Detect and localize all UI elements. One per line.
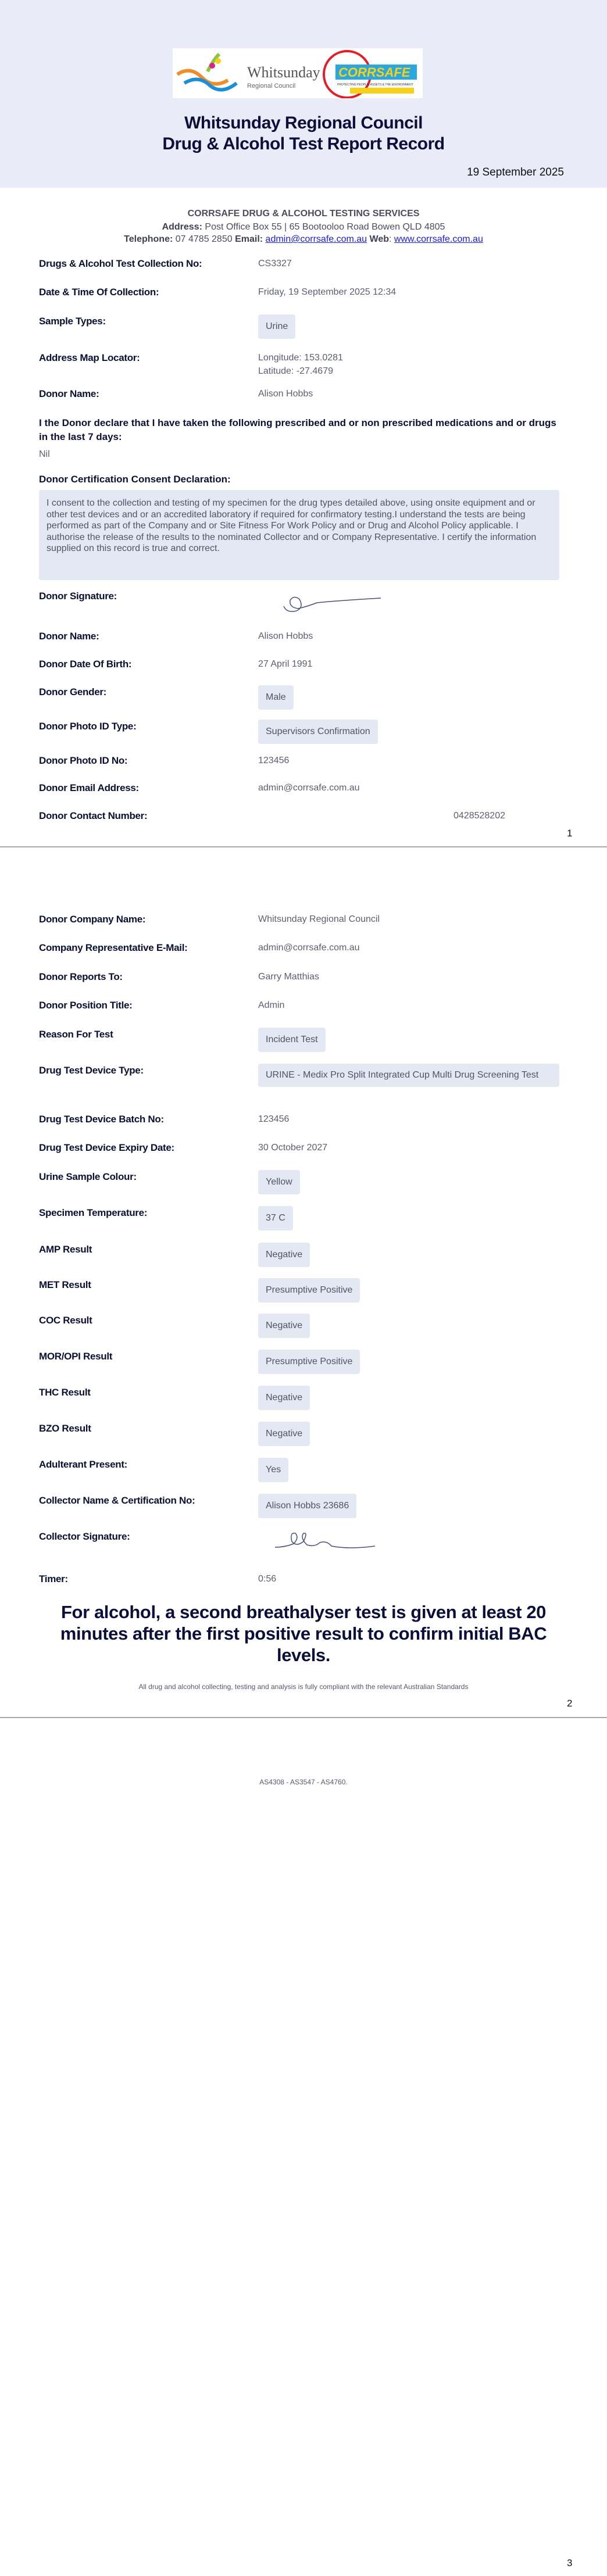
svg-text:PROTECTING PEOPLE, ASSETS & TH: PROTECTING PEOPLE, ASSETS & THE ENVIRONMENT — [337, 83, 413, 87]
donor-signature-image — [282, 596, 384, 614]
company-name: CORRSAFE DRUG & ALCOHOL TESTING SERVICES — [187, 209, 420, 219]
longitude-value: Longitude: 153.0281 — [258, 353, 343, 363]
telephone-value: 07 4785 2850 — [175, 234, 233, 244]
field-row — [39, 1207, 562, 1221]
field-row — [39, 1495, 562, 1509]
field-row — [39, 1423, 562, 1437]
field-label: Donor Gender: — [39, 686, 107, 697]
report-title-line2: Drug & Alcohol Test Report Record — [162, 134, 445, 153]
field-label: Donor Photo ID Type: — [39, 721, 137, 732]
svg-text:CORRSAFE: CORRSAFE — [338, 65, 410, 80]
value-chip: Yellow — [258, 1170, 300, 1194]
field-row — [39, 1029, 562, 1043]
field-label: Donor Name: — [39, 631, 99, 642]
svg-text:Whitsunday: Whitsunday — [247, 64, 320, 81]
collector-signature-image — [273, 1530, 378, 1551]
field-row — [39, 1000, 562, 1014]
value-chip: URINE - Medix Pro Split Integrated Cup Multi Drug Screening Test — [258, 1064, 559, 1087]
field-value: 0428528202 — [454, 811, 505, 821]
svg-text:Regional Council: Regional Council — [247, 83, 296, 90]
field-dob — [39, 659, 562, 672]
field-donor-name — [39, 388, 562, 402]
field-label: Urine Sample Colour: — [39, 1171, 137, 1182]
logo-banner — [173, 48, 423, 98]
field-collection-no — [39, 258, 562, 272]
field-row — [39, 1279, 562, 1293]
field-label: Drugs & Alcohol Test Collection No: — [39, 258, 202, 269]
medication-declaration: I the Donor declare that I have taken the following prescribed and or non prescribed medications and or drugs in the last 7 days: — [39, 417, 556, 442]
coordinates-value — [258, 351, 343, 378]
page-divider — [0, 846, 607, 847]
field-address-map — [39, 352, 562, 376]
latitude-value: Latitude: -27.4679 — [258, 366, 333, 376]
report-date: 19 September 2025 — [467, 166, 564, 178]
consent-text-box: I consent to the collection and testing of my specimen for the drug types detailed above, using onsite equipment and or other test devices and or an accredited laboratory if required for confirmatory testing.I understand the tests are being performed as part of the Company and or Site Fitness For Work Policy and or Drug and Alcohol Policy applicable. I authorise the release of the results to the nominated Collector and or Company Representative. I certify the information supplied on this record is true and correct. — [39, 490, 559, 580]
value-chip: Presumptive Positive — [258, 1350, 360, 1374]
field-label: Drug Test Device Batch No: — [39, 1114, 164, 1125]
field-value: 30 October 2027 — [258, 1143, 328, 1153]
company-contact-line: Telephone: 07 4785 2850 Email: admin@corrsafe.com.au Web: www.corrsafe.com.au — [124, 234, 483, 244]
company-address-line — [0, 221, 607, 233]
field-label: Sample Types: — [39, 316, 106, 327]
value-chip: Negative — [258, 1386, 310, 1410]
field-row — [39, 1459, 562, 1473]
field-label: BZO Result — [39, 1423, 91, 1434]
field-label: Collector Signature: — [39, 1531, 130, 1542]
medication-declaration-value: Nil — [39, 449, 50, 459]
field-label: Donor Photo ID No: — [39, 755, 128, 766]
email-link[interactable]: admin@corrsafe.com.au — [265, 234, 367, 244]
field-value: Garry Matthias — [258, 972, 319, 982]
telephone-label: Telephone: — [124, 234, 173, 244]
field-label: Donor Signature: — [39, 591, 117, 602]
gender-chip: Male — [258, 685, 294, 710]
page-number: 1 — [567, 828, 573, 839]
field-row — [39, 1065, 562, 1079]
value-chip: Negative — [258, 1243, 310, 1267]
compliance-statement: All drug and alcohol collecting, testing and analysis is fully compliant with the relevant Australian Standards — [138, 1683, 469, 1691]
photo-id-type-chip: Supervisors Confirmation — [258, 720, 378, 744]
field-row — [39, 1315, 562, 1329]
field-value: Friday, 19 September 2025 12:34 — [258, 287, 397, 297]
field-label: Timer: — [39, 1573, 68, 1584]
field-label: Address Map Locator: — [39, 352, 140, 363]
field-row — [39, 1244, 562, 1258]
field-label: Drug Test Device Type: — [39, 1065, 144, 1076]
field-label: Donor Email Address: — [39, 782, 139, 793]
field-value: Alison Hobbs — [258, 631, 313, 641]
field-sample-types — [39, 316, 562, 330]
address-value: Post Office Box 55 | 65 Bootooloo Road Bowen QLD 4805 — [205, 222, 445, 232]
field-gender — [39, 686, 562, 700]
field-value: Admin — [258, 1000, 285, 1010]
field-label: AMP Result — [39, 1244, 92, 1255]
field-label: THC Result — [39, 1387, 91, 1398]
field-value: admin@corrsafe.com.au — [258, 783, 360, 793]
field-value: Whitsunday Regional Council — [258, 914, 380, 924]
field-label: Collector Name & Certification No: — [39, 1495, 195, 1506]
field-label: MOR/OPI Result — [39, 1351, 113, 1362]
field-value: 123456 — [258, 756, 290, 765]
field-label: Drug Test Device Expiry Date: — [39, 1142, 174, 1153]
value-chip: Yes — [258, 1458, 288, 1482]
page-number: 3 — [567, 2557, 573, 2568]
field-value: CS3327 — [258, 259, 292, 269]
email-label: Email: — [235, 234, 263, 244]
field-value: Alison Hobbs — [258, 389, 313, 399]
field-label: Donor Contact Number: — [39, 810, 148, 821]
value-chip: Negative — [258, 1422, 310, 1446]
field-value: 0:56 — [258, 1574, 277, 1584]
whitsunday-corrsafe-logo-icon — [173, 48, 423, 98]
field-row — [39, 1351, 562, 1365]
value-chip: Alison Hobbs 23686 — [258, 1494, 356, 1518]
field-row — [39, 914, 562, 928]
value-chip: Negative — [258, 1314, 310, 1338]
alcohol-notice: For alcohol, a second breathalyser test is given at least 20 minutes after the first positive result to confirm initial BAC levels. — [60, 1602, 547, 1665]
field-value: 123456 — [258, 1114, 290, 1124]
field-donor-name — [39, 631, 562, 645]
value-chip: 37 C — [258, 1206, 293, 1230]
standards-list: AS4308 - AS3547 - AS4760. — [259, 1778, 348, 1786]
field-row — [39, 971, 562, 985]
field-label: Donor Reports To: — [39, 971, 123, 982]
field-row — [39, 1387, 562, 1401]
field-row — [39, 942, 562, 956]
field-label: Donor Date Of Birth: — [39, 659, 132, 670]
field-date-time — [39, 287, 562, 300]
web-label: Web — [369, 234, 390, 244]
field-value: 27 April 1991 — [258, 659, 313, 669]
field-photo-id-type — [39, 721, 562, 735]
page-divider — [0, 1717, 607, 1718]
value-chip: Presumptive Positive — [258, 1278, 360, 1303]
field-row — [39, 1142, 562, 1156]
field-label: MET Result — [39, 1279, 91, 1290]
field-row — [39, 1573, 562, 1587]
field-row — [39, 1171, 562, 1185]
field-label: Donor Name: — [39, 388, 99, 399]
report-title-line1: Whitsunday Regional Council — [184, 113, 423, 133]
field-email — [39, 782, 562, 796]
web-link[interactable]: www.corrsafe.com.au — [394, 234, 483, 244]
sample-type-chip: Urine — [258, 314, 295, 339]
value-chip: Incident Test — [258, 1028, 326, 1052]
field-label: Specimen Temperature: — [39, 1207, 148, 1218]
address-label: Address: — [162, 222, 202, 232]
field-label: Reason For Test — [39, 1029, 113, 1040]
field-label: Adulterant Present: — [39, 1459, 128, 1470]
field-label: Donor Position Title: — [39, 1000, 133, 1011]
field-value: admin@corrsafe.com.au — [258, 943, 360, 953]
field-photo-id-no — [39, 755, 562, 769]
field-label: Company Representative E-Mail: — [39, 942, 188, 953]
field-label: Date & Time Of Collection: — [39, 287, 159, 298]
field-label: COC Result — [39, 1315, 92, 1326]
field-contact-number — [39, 810, 562, 824]
page-number: 2 — [567, 1698, 573, 1709]
field-label: Donor Company Name: — [39, 914, 146, 925]
consent-heading: Donor Certification Consent Declaration: — [39, 474, 231, 485]
field-row — [39, 1114, 562, 1128]
